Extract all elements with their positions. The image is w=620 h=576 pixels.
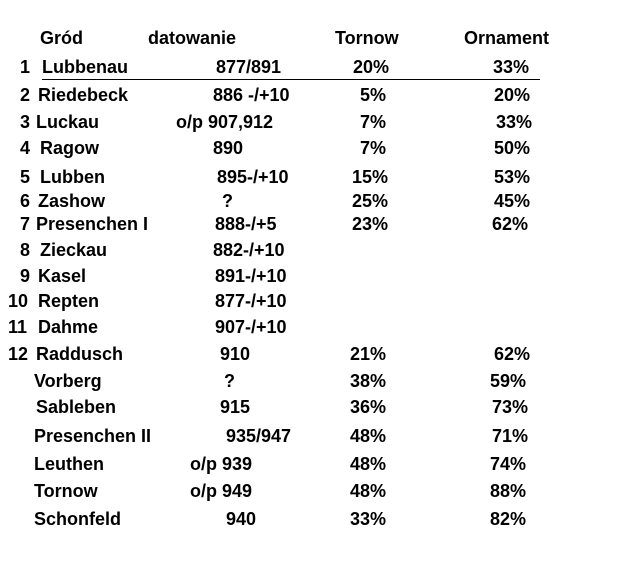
dating-value: 882-/+10 [213, 240, 285, 260]
site-name: Sableben [36, 397, 117, 417]
tornow-percent: 38% [350, 371, 387, 391]
ornament-percent: 33% [493, 57, 530, 77]
site-name: Dahme [38, 317, 99, 337]
row-number: 8 [20, 240, 31, 260]
tornow-percent: 15% [352, 167, 389, 187]
row-number: 4 [20, 138, 31, 158]
ornament-percent: 50% [494, 138, 531, 158]
site-name: Presenchen I [36, 214, 149, 234]
dating-value: o/p 949 [190, 481, 253, 501]
site-name: Leuthen [34, 454, 104, 474]
ornament-percent: 62% [494, 344, 531, 364]
dating-value: o/p 939 [190, 454, 253, 474]
ornament-percent: 74% [490, 454, 527, 474]
site-name: Raddusch [36, 344, 124, 364]
dating-value: ? [224, 371, 235, 391]
tornow-percent: 7% [360, 112, 387, 132]
site-name: Kasel [38, 266, 87, 286]
tornow-percent: 33% [350, 509, 387, 529]
ornament-percent: 73% [492, 397, 529, 417]
ornament-percent: 82% [490, 509, 527, 529]
ornament-percent: 88% [490, 481, 527, 501]
row-number: 6 [20, 191, 31, 211]
tornow-percent: 48% [350, 481, 387, 501]
dating-value: 910 [220, 344, 251, 364]
header-grod: Gród [40, 28, 83, 48]
ornament-percent: 71% [492, 426, 529, 446]
tornow-percent: 5% [360, 85, 387, 105]
site-name: Luckau [36, 112, 100, 132]
site-name: Lubben [40, 167, 105, 187]
dating-value: 935/947 [226, 426, 292, 446]
ornament-percent: 53% [494, 167, 531, 187]
dating-value: 891-/+10 [215, 266, 287, 286]
tornow-percent: 23% [352, 214, 389, 234]
site-name: Lubbenau [42, 57, 128, 77]
dating-value: 886 -/+10 [213, 85, 290, 105]
site-name: Zieckau [40, 240, 108, 260]
dating-value: o/p 907,912 [176, 112, 274, 132]
site-name: Presenchen II [34, 426, 152, 446]
dating-value: 940 [226, 509, 257, 529]
row-number: 5 [20, 167, 31, 187]
dating-value: 877-/+10 [215, 291, 287, 311]
site-name: Riedebeck [38, 85, 129, 105]
row-number: 2 [20, 85, 31, 105]
dating-value: 895-/+10 [217, 167, 289, 187]
ornament-percent: 33% [496, 112, 533, 132]
row-number: 11 [8, 317, 28, 337]
row-number: 7 [20, 214, 31, 234]
site-name: Repten [38, 291, 100, 311]
tornow-percent: 25% [352, 191, 389, 211]
row-number: 3 [20, 112, 31, 132]
ornament-percent: 59% [490, 371, 527, 391]
site-name: Tornow [34, 481, 98, 501]
tornow-percent: 7% [360, 138, 387, 158]
dating-value: ? [222, 191, 233, 211]
row-number: 9 [20, 266, 31, 286]
row-number: 10 [8, 291, 29, 311]
ornament-percent: 20% [494, 85, 531, 105]
tornow-percent: 48% [350, 426, 387, 446]
dating-value: 877/891 [216, 57, 282, 77]
dating-value: 907-/+10 [215, 317, 287, 337]
site-name: Vorberg [34, 371, 102, 391]
tornow-percent: 48% [350, 454, 387, 474]
header-datowanie: datowanie [148, 28, 237, 48]
tornow-percent: 20% [353, 57, 390, 77]
tornow-percent: 21% [350, 344, 387, 364]
tornow-percent: 36% [350, 397, 387, 417]
header-ornament: Ornament [464, 28, 550, 48]
row-number: 12 [8, 344, 29, 364]
site-name: Zashow [38, 191, 106, 211]
header-tornow: Tornow [335, 28, 399, 48]
dating-value: 890 [213, 138, 244, 158]
dating-value: 888-/+5 [215, 214, 277, 234]
dating-value: 915 [220, 397, 251, 417]
row-number: 1 [20, 57, 31, 77]
ornament-percent: 45% [494, 191, 531, 211]
ornament-percent: 62% [492, 214, 529, 234]
site-name: Ragow [40, 138, 100, 158]
header-underline [42, 79, 540, 80]
site-name: Schonfeld [34, 509, 122, 529]
